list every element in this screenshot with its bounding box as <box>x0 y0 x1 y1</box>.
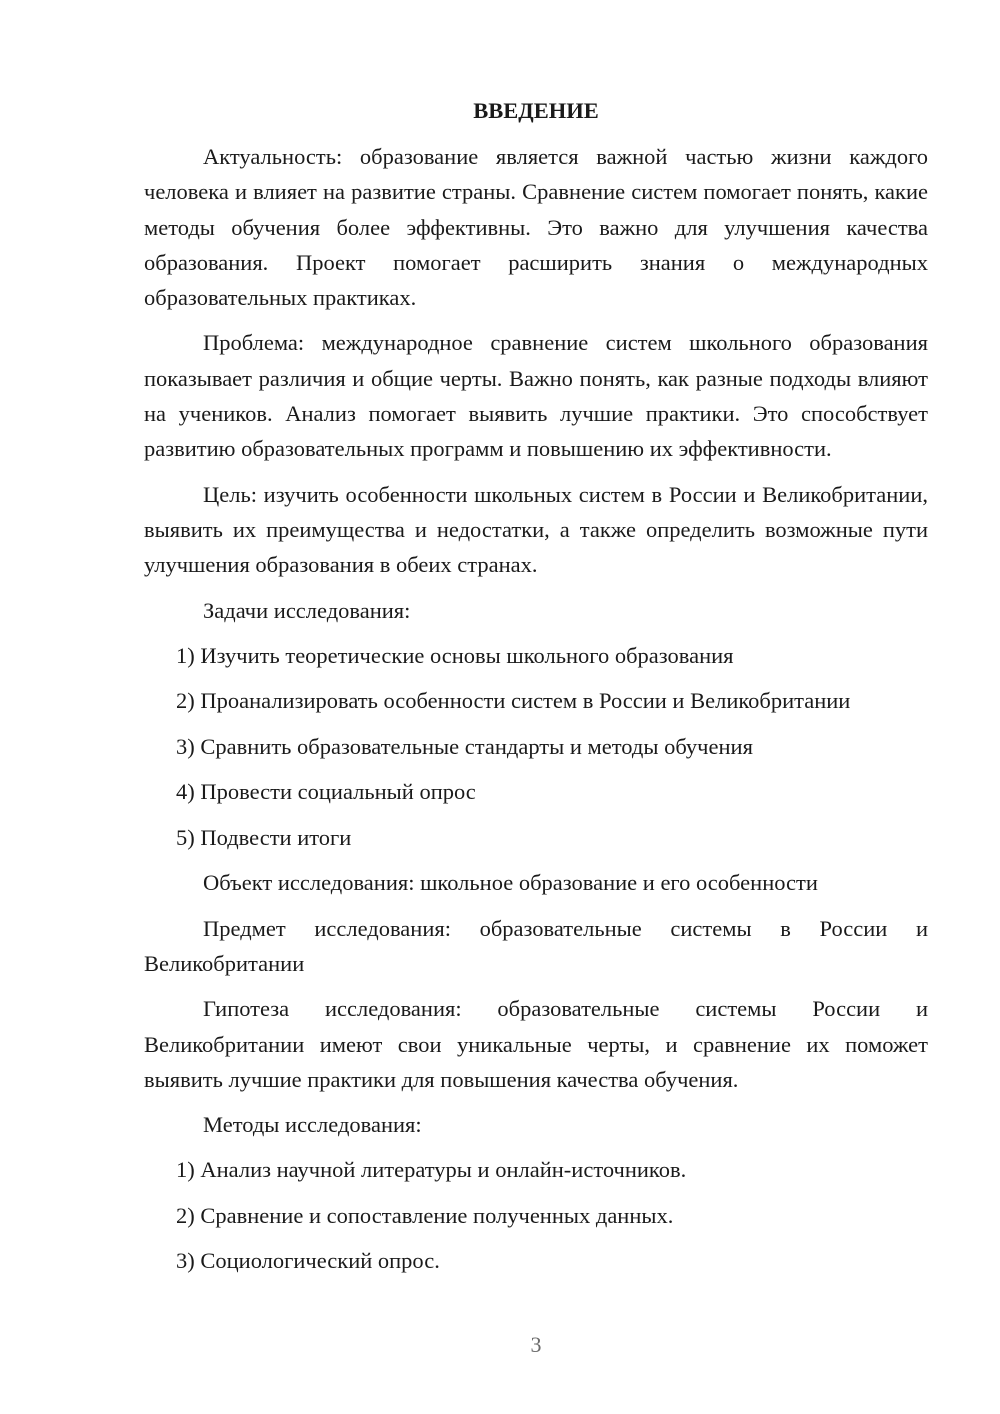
object-paragraph: Объект исследования: школьное образование и его особенности <box>203 870 818 896</box>
list-item: 4) Провести социальный опрос <box>176 779 476 805</box>
list-item: 3) Социологический опрос. <box>176 1248 440 1274</box>
list-item: 2) Проанализировать особенности систем в России и Великобритании <box>176 688 851 714</box>
hypothesis-paragraph: Гипотеза исследования: образовательные системы России и Великобритании имеют свои уникальные черты, и сравнение их поможет выявить лучшие практики для повышения качества обучения. <box>144 996 928 1092</box>
section-title: ВВЕДЕНИЕ <box>473 98 599 123</box>
list-item: 2) Сравнение и сопоставление полученных данных. <box>176 1202 674 1228</box>
tasks-heading: Задачи исследования: <box>203 597 411 623</box>
tasks-list <box>144 638 928 855</box>
methods-list <box>144 1152 928 1278</box>
list-item: 3) Сравнить образовательные стандарты и методы обучения <box>176 733 753 759</box>
methods-heading: Методы исследования: <box>203 1112 422 1138</box>
subject-paragraph: Предмет исследования: образовательные системы в России и Великобритании <box>144 915 928 976</box>
list-item: 5) Подвести итоги <box>176 824 352 850</box>
document-page <box>144 95 928 1289</box>
list-item: 1) Анализ научной литературы и онлайн-источников. <box>176 1157 687 1183</box>
problem-paragraph: Проблема: международное сравнение систем школьного образования показывает различия и общие черты. Важно понять, как разные подходы влияют на учеников. Анализ помогает выявить лучшие практики. Это способствует развитию образовательных программ и повышению их эффективности. <box>144 330 928 462</box>
goal-paragraph: Цель: изучить особенности школьных систем в России и Великобритании, выявить их преимущества и недостатки, а также определить возможные пути улучшения образования в обеих странах. <box>144 481 928 578</box>
page-number: 3 <box>530 1332 542 1357</box>
relevance-paragraph: Актуальность: образование является важной частью жизни каждого человека и влияет на развитие страны. Сравнение систем помогает понять, какие методы обучения более эффективны. Это важно для улучшения качества образования. Проект помогает расширить знания о международных образовательных практиках. <box>144 144 928 311</box>
list-item: 1) Изучить теоретические основы школьного образования <box>176 642 734 668</box>
